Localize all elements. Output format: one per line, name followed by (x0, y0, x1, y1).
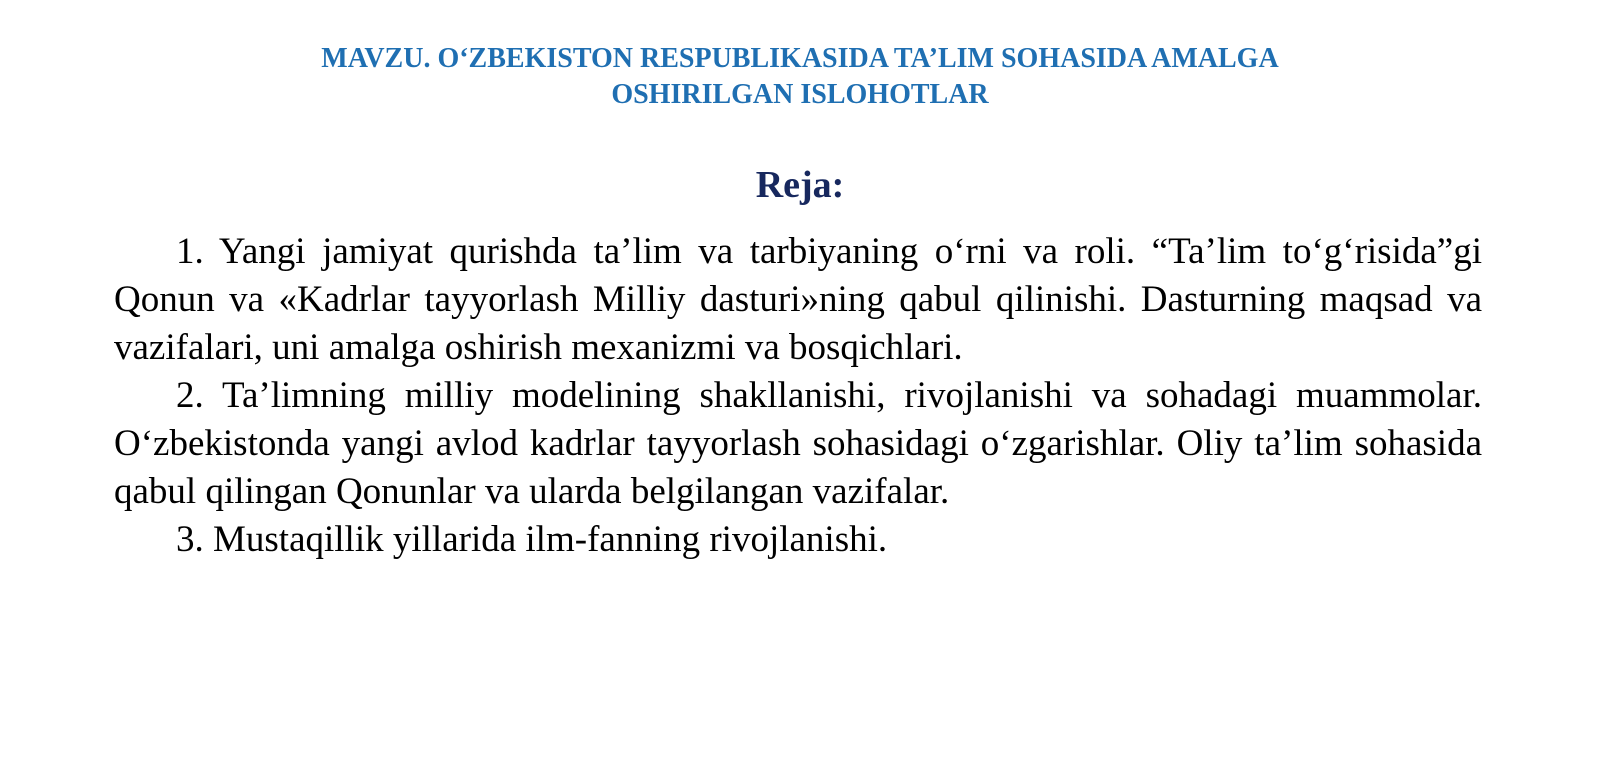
plan-item-2: 2. Ta’limning milliy modelining shakllanishi, rivojlanishi va sohadagi muammolar. O‘zbekistonda yangi avlod kadrlar tayyorlash sohasidagi o‘zgarishlar. Oliy ta’lim sohasida qabul qilingan Qonunlar va ularda belgilangan vazifalar. (114, 375, 1482, 512)
slide-title-line-2: OSHIRILGAN ISLOHOTLAR (611, 79, 989, 110)
plan-item-3: 3. Mustaqillik yillarida ilm-fanning rivojlanishi. (176, 519, 888, 560)
plan-list (114, 228, 1482, 564)
plan-item-1: 1. Yangi jamiyat qurishda ta’lim va tarbiyaning o‘rni va roli. “Ta’lim to‘g‘risida”gi Qonun va «Kadrlar tayyorlash Milliy dasturi»ning qabul qilinishi. Dasturning maqsad va vazifalari, uni amalga oshirish mexanizmi va bosqichlari. (114, 231, 1482, 368)
plan-heading: Reja: (755, 164, 845, 206)
slide-title-line-1: MAVZU. O‘ZBEKISTON RESPUBLIKASIDA TA’LIM SOHASIDA AMALGA (321, 43, 1279, 74)
slide-title (0, 41, 1600, 113)
